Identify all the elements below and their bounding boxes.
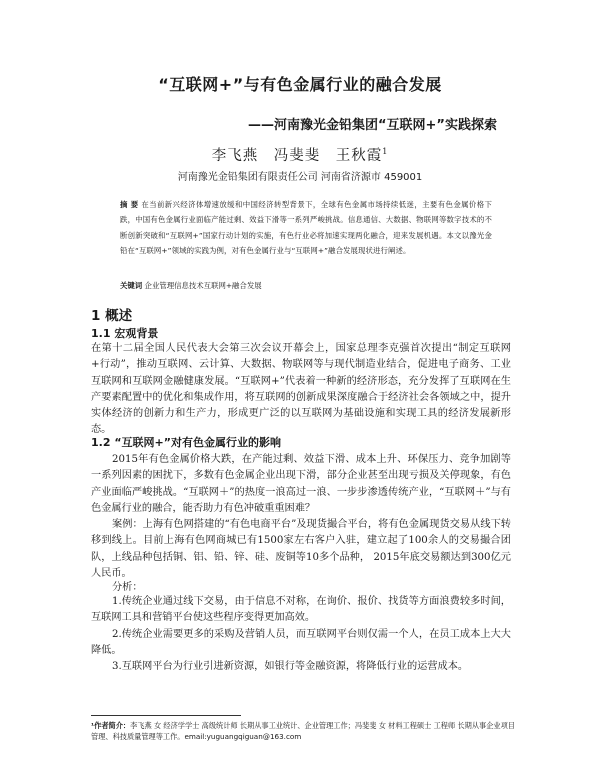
list-item: 3.互联网平台为行业引进新资源，如银行等金融资源，将降低行业的运营成本。: [112, 661, 469, 673]
author-names: 李飞燕 冯斐斐 王秋霞: [211, 148, 383, 164]
paper-title: “互联网+”与有色金属行业的融合发展: [158, 75, 442, 94]
analysis-label: 分析：: [112, 582, 143, 593]
affiliation: 河南豫光金铅集团有限责任公司 河南省济源市 459001: [177, 172, 423, 183]
author-list: [0, 144, 600, 165]
section-heading-1: 1 概述: [91, 308, 133, 324]
analysis-points: [91, 594, 511, 675]
abstract-text: 在当前新兴经济体增速放缓和中国经济转型背景下，全球有色金属市场持续低迷，主要有色金属价格下跌，中国有色金属行业面临产能过剩、效益下滑等一系列严峻挑战。信息通信、大数据、物联网等数字技术的不断创新突破和“互联网+”国家行动计划的实施，有色行业必将加速实现两化融合，迎来发展机遇。本文以豫光金铅在“互联网+”领域的实践为例，对有色金属行业与“互联网+”融合发展现状进行阐述。: [120, 200, 493, 256]
keywords: [120, 280, 262, 291]
paper-subtitle: ——河南豫光金铅集团“互联网+”实践探索: [248, 118, 497, 133]
list-item: 1.传统企业通过线下交易，由于信息不对称，在询价、报价、找货等方面浪费较多时间，互联网工具和营销平台使这些程序变得更加高效。: [91, 596, 511, 624]
paragraph: 2015年有色金属价格大跌，在产能过剩、效益下滑、成本上升、环保压力、竞争加剧等一系列因素的困扰下，多数有色金属企业出现下滑，部分企业甚至出现亏损及关停现象，有色产业面临严峻挑战。“互联网＋”的热度一浪高过一浪、一步步渗透传统产业，“互联网＋”与有色金属行业的融合，能否助力有色冲破重重困难？: [91, 454, 511, 514]
footnote-divider: [91, 715, 241, 716]
section-1-2-body: [91, 452, 511, 582]
abstract: [120, 197, 492, 259]
case-paragraph: 案例：上海有色网搭建的“有色电商平台”及现货撮合平台，将有色金属现货交易从线下转移到线上。目前上海有色网商城已有1500家左右客户入驻，建立起了100余人的交易撮合团队，上线品种包括铜、铝、铅、锌、硅、废铜等10多个品种， 2015年底交易额达到300亿元人民币。: [91, 519, 511, 580]
section-heading-1-2: 1.2 “互联网+”对有色金属行业的影响: [91, 436, 281, 449]
author-footnote-marker: 1: [382, 147, 389, 157]
footnote-text: 李飞燕 女 经济学学士 高级统计师 长期从事工业统计、企业管理工作；冯斐斐 女 材料工程硕士 工程师 长期从事企业项目管理、科技质量管理等工作。email:yuguangqiguan@163.com: [91, 721, 515, 741]
footnote-label: ¹作者简介：: [91, 721, 131, 730]
section-heading-1-1: 1.1 宏观背景: [91, 327, 159, 340]
section-1-1-body: [91, 341, 511, 439]
footnote: [91, 720, 517, 742]
abstract-label: 摘 要: [120, 200, 139, 209]
keywords-label: 关键词: [120, 281, 143, 290]
list-item: 2.传统企业需要更多的采购及营销人员，而互联网平台则仅需一个人，在员工成本上大大降低。: [91, 628, 511, 656]
paragraph: 在第十二届全国人民代表大会第三次会议开幕会上，国家总理李克强首次提出“制定互联网+行动”，推动互联网、云计算、大数据、物联网等与现代制造业结合，促进电子商务、工业互联网和互联网金融健康发展。“互联网+”代表着一种新的经济形态，充分发挥了互联网在生产要素配置中的优化和集成作用，将互联网的创新成果深度融合于经济社会各领域之中，提升实体经济的创新力和生产力，形成更广泛的以互联网为基础设施和实现工具的经济发展新形态。: [91, 343, 511, 436]
keywords-text: 企业管理信息技术互联网+融合发展: [144, 281, 262, 290]
